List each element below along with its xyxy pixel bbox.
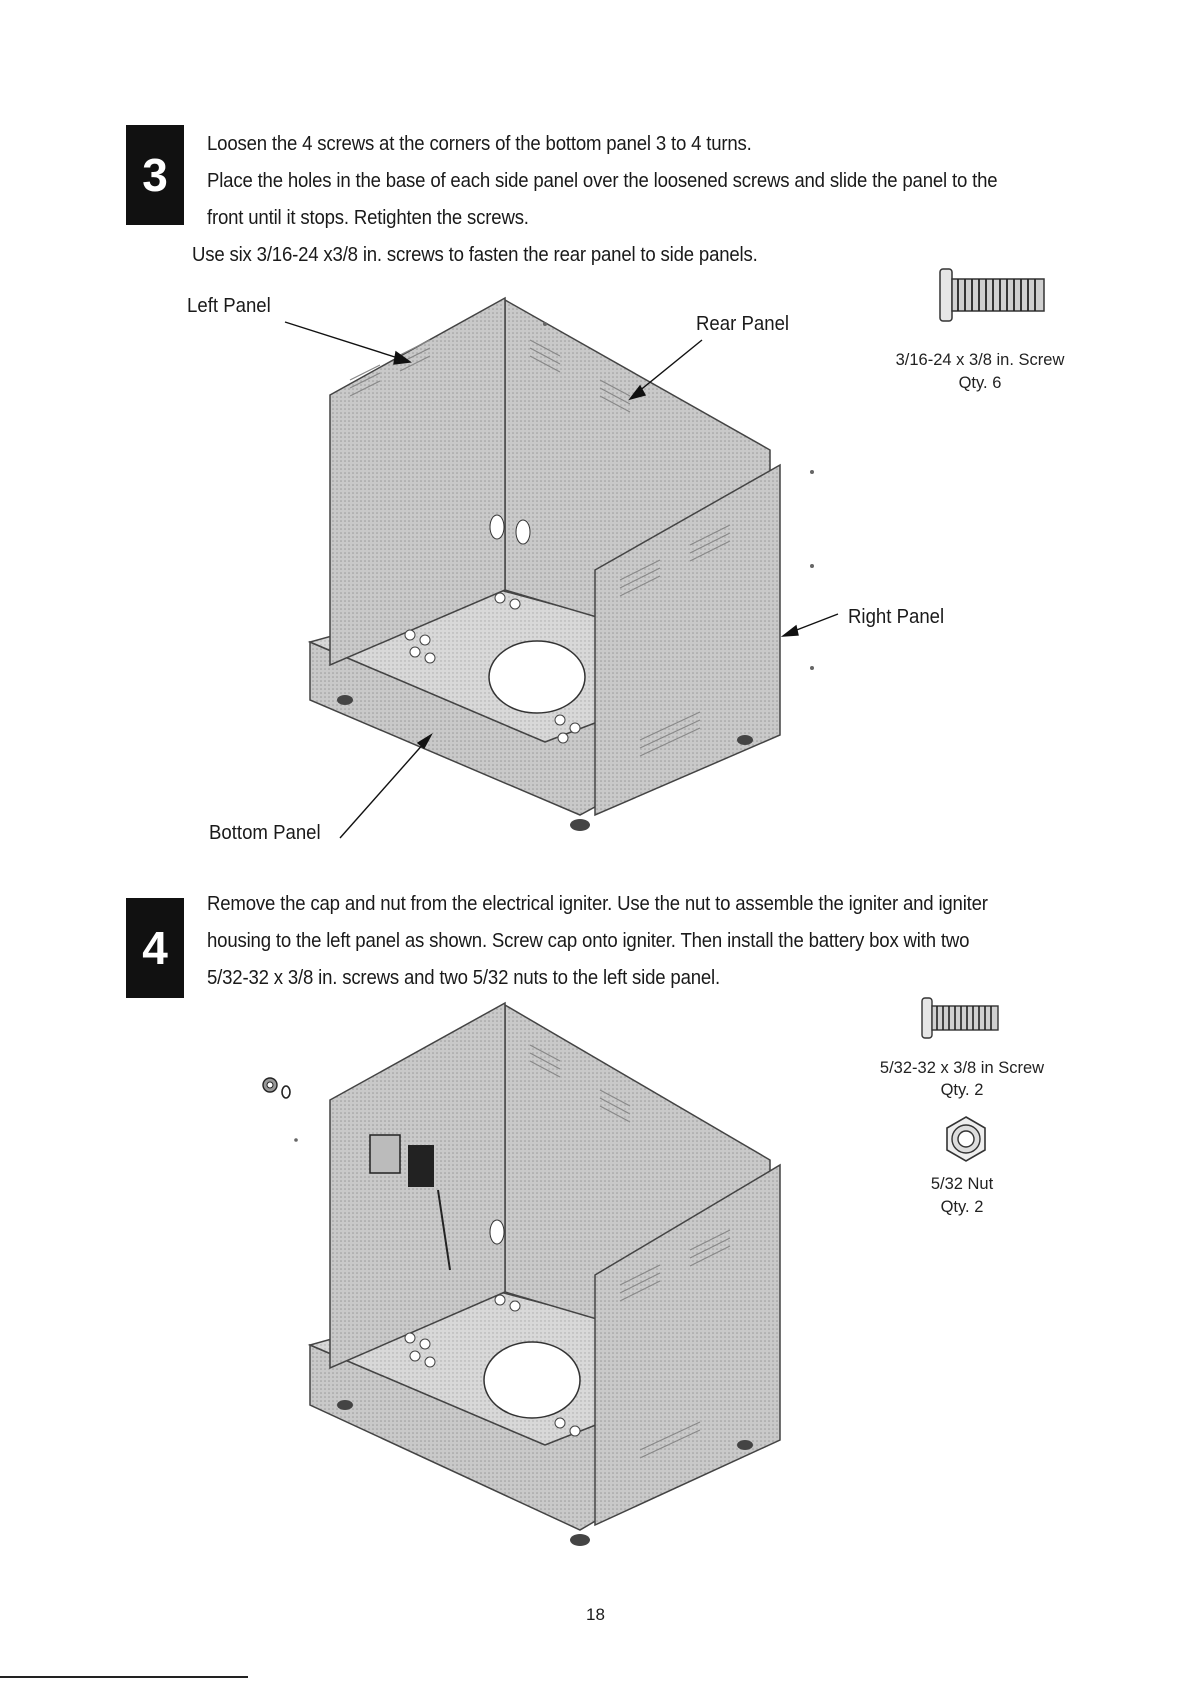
hardware-nut-qty: Qty. 2 xyxy=(940,1198,984,1216)
instruction-line: Use six 3/16-24 x3/8 in. screws to fasten the rear panel to side panels. xyxy=(192,244,758,266)
instruction-line: Loosen the 4 screws at the corners of the bottom panel 3 to 4 turns. xyxy=(207,133,752,155)
footer-divider xyxy=(0,1676,248,1678)
step-number: 4 xyxy=(142,922,168,974)
page-number: 18 xyxy=(586,1605,605,1624)
step-number: 3 xyxy=(142,149,168,201)
hardware-nut-name: 5/32 Nut xyxy=(930,1175,994,1193)
instruction-line: housing to the left panel as shown. Screw cap onto igniter. Then install the battery box with two xyxy=(207,930,970,952)
bottom-panel-label: Bottom Panel xyxy=(209,822,321,844)
hardware-screw-qty: Qty. 6 xyxy=(958,374,1002,392)
instruction-line: Remove the cap and nut from the electrical igniter. Use the nut to assemble the igniter and igniter xyxy=(207,893,988,915)
left-panel-label: Left Panel xyxy=(187,295,271,317)
hardware-screw-name: 3/16-24 x 3/8 in. Screw xyxy=(895,351,1065,369)
right-panel-label: Right Panel xyxy=(848,606,945,628)
hardware-screw-qty: Qty. 2 xyxy=(940,1081,984,1099)
hardware-screw-name: 5/32-32 x 3/8 in Screw xyxy=(879,1059,1045,1077)
instruction-line: Place the holes in the base of each side panel over the loosened screws and slide the panel to the xyxy=(207,170,998,192)
instruction-line: front until it stops. Retighten the screws. xyxy=(207,207,529,229)
rear-panel-label: Rear Panel xyxy=(696,313,790,335)
instruction-line: 5/32-32 x 3/8 in. screws and two 5/32 nuts to the left side panel. xyxy=(207,967,720,989)
